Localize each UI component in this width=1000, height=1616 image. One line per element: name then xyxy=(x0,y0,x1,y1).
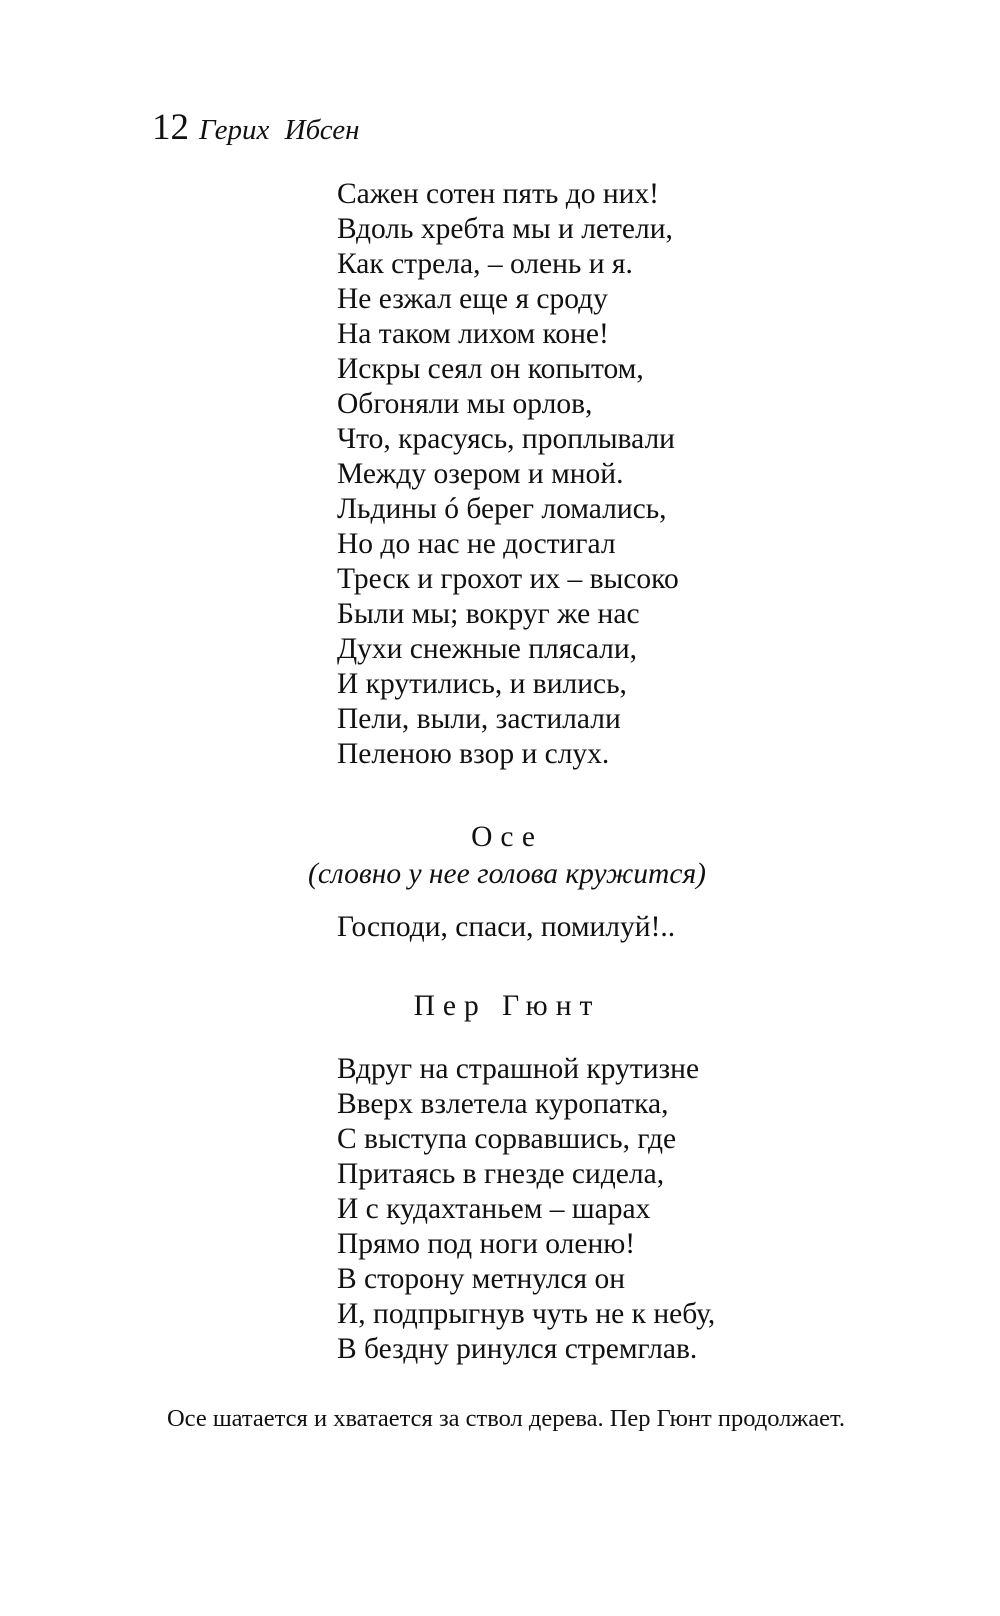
verse-line: Вверх взлетела куропатка, xyxy=(337,1088,669,1120)
verse-line: Но до нас не достигал xyxy=(337,528,616,560)
verse-line: Что, красуясь, проплывали xyxy=(337,423,675,455)
verse-line: Между озером и мной. xyxy=(337,458,624,490)
verse-line: Вдруг на страшной крутизне xyxy=(337,1053,700,1085)
verse-line: В сторону метнулся он xyxy=(337,1263,625,1295)
verse-line: Пеленою взор и слух. xyxy=(337,738,610,770)
verse-line: Обгоняли мы орлов, xyxy=(337,388,593,420)
verse-line: Не езжал еще я сроду xyxy=(337,283,608,315)
verse-block-1 xyxy=(337,177,679,772)
dialogue-line: Господи, спаси, помилуй!.. xyxy=(337,911,676,943)
verse-line: Притаясь в гнезде сидела, xyxy=(337,1158,665,1190)
speaker-name-per-gynt: Пер Гюнт xyxy=(413,990,601,1022)
stage-direction: Осе шатается и хватается за ствол дерева. Пер Гюнт продолжает. xyxy=(166,1405,846,1432)
speaker-name-ose: Осе xyxy=(471,821,543,853)
running-title: Герих Ибсен xyxy=(199,114,360,146)
verse-line: Льдины ó берег ломались, xyxy=(337,493,667,525)
verse-line: Как стрела, – олень и я. xyxy=(337,248,633,280)
page-number: 12 xyxy=(152,107,189,148)
verse-block-2 xyxy=(337,1052,715,1367)
verse-line: Прямо под ноги оленю! xyxy=(337,1228,636,1260)
verse-line: И с кудахтаньем – шарах xyxy=(337,1193,651,1225)
verse-line: Треск и грохот их – высоко xyxy=(337,563,679,595)
verse-line: С выступа сорвавшись, где xyxy=(337,1123,677,1155)
verse-line: И, подпрыгнув чуть не к небу, xyxy=(337,1298,716,1330)
verse-line: Вдоль хребта мы и летели, xyxy=(337,213,673,245)
verse-line: И крутились, и вились, xyxy=(337,668,627,700)
verse-line: Были мы; вокруг же нас xyxy=(337,598,640,630)
verse-line: На таком лихом коне! xyxy=(337,318,609,350)
verse-line: В бездну ринулся стремглав. xyxy=(337,1333,698,1365)
verse-line: Пели, выли, застилали xyxy=(337,703,621,735)
running-head xyxy=(152,106,360,150)
verse-line: Духи снежные плясали, xyxy=(337,633,637,665)
verse-line: Сажен сотен пять до них! xyxy=(337,178,659,210)
stage-remark: (словно у нее голова кружится) xyxy=(308,858,706,890)
verse-line: Искры сеял он копытом, xyxy=(337,353,644,385)
